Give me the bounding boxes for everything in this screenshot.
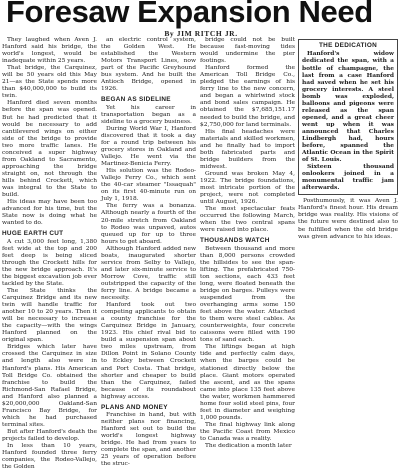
paragraph: During World War I, Hanford discovered that it took a day for a round trip between his grocery stores in Oakland and Vallejo. He went via the Martinez-Benicia Ferry.: [101, 125, 196, 168]
paragraph: The liftings began at high tide and perfectly calm days, when the barges could be stationed directly below the place. Giant motors operated the ascent, and as the spans came into place 135 feet above the water, workmen hammered home four solid steel pins, four feet in diameter and weighing 1,000 pounds.: [200, 344, 295, 421]
paragraph: The State thinks the Carquinez Bridge and its new twin will handle traffic for another 10 to 20 years. Then it will be necessary to increase the capacity—with the wings Hanford planned on the original span.: [2, 288, 97, 344]
paragraph: Although Hanford added new boats, inaugurated shorter service from Selby to Vallejo, and later six-minute service to Morrow Cove, traffic still outstripped the capacity of the ferry line. A bridge became a necessity.: [101, 245, 196, 302]
paragraph: In less than 10 years, Hanford founded three ferry companies, the Rodeo-Vallejo, the Golden: [2, 443, 97, 471]
paragraph: Hanford formed the American Toll Bridge Co., pledged the earnings of his ferry line to the new concern, and began a whirlwind stock and bond sales campaign. He obtained the $7,685,151.17 needed to build the bridge, and $2,750,000 for land terminals.: [200, 65, 295, 128]
headline: Foresaw Expansion Need: [6, 0, 373, 29]
subheading: PLANS AND MONEY: [101, 403, 168, 411]
paragraph: His final headaches were materials and skilled workmen, and he finally had to import both fabricated parts and bridge builders from the midwest.: [200, 128, 295, 170]
paragraph: an electric control system, the Golden West. He established the Western Motors Transport Lines, now part of the Pacific Greyhound bus system. And he built the Antioch Bridge, opened in 1926.: [101, 37, 196, 93]
subheading: HUGE EARTH CUT: [2, 230, 64, 238]
paragraph: His ideas may have been too advanced for his time, but the State now is doing what he wanted to do.: [2, 199, 97, 227]
paragraph: They laughed when Aven J. Hanford said his bridge, the world's longest, would be inadequate within 25 years.: [2, 37, 97, 65]
paragraph: Hanford died seven months before the span was opened. But he had predicted that it would be necessary to add cantilevered wings on either side of the bridge to provide two more traffic lanes. He conceived a super highway from Oakland to Sacramento, approaching the bridge straight on, not through the hills behind Crockett, which was integral to the State to build.: [2, 100, 97, 199]
column-3: [200, 37, 295, 450]
dedication-title: THE DEDICATION: [318, 42, 378, 49]
column-1: [2, 37, 97, 471]
paragraph: The ferry was a bonanza. Although nearly a fourth of the 20-mile stretch from Oakland to Rodeo was unpaved, autos queued up for up to three hours to get aboard.: [101, 203, 196, 245]
paragraph: His solution was the Rodeo-Vallejo Ferry Co., which sent the 40-car steamer "Issaquah" on its first 40-minute run on July 1, 1918.: [101, 168, 196, 203]
paragraph: Bridges which later have crossed the Carquinez in size and length also were in Hanford's plans. His American Toll Bridge Co. obtained the franchise to build the Richmond-San Rafael Bridge, and Hanford also planned a $20,000,000 Oakland-San Francisco Bay Bridge, for which he had purchased terminal sites.: [2, 344, 97, 428]
paragraph: That bridge, the Carquinez, will be 50 years old this May 21—as the State spends more than $40,000,000 to build its twin.: [2, 65, 97, 100]
paragraph: Between thousand and more than 8,000 persons crowded the hillsides to see the span-lifting. The prefabricated 750-ton sections, each 433 feet long, were floated beneath the bridge on barges. Pulleys were suspended from the overhanging arms some 150 feet above the water. Attached to them were steel cables. As counterweights, four concrete caissons were filled with 190 tons of sand each.: [200, 245, 295, 344]
column-2: [101, 37, 196, 468]
paragraph: Franchise in hand, but with neither plans nor financing, Hanford set out to build the world's longest highway bridge. He had from years to complete the span, and another 25 years of operation before the struc-: [101, 412, 196, 468]
subheading: THOUSANDS WATCH: [200, 237, 270, 245]
paragraph: Yet his career in transportation began as a sideline to a grocery business.: [101, 104, 196, 125]
paragraph: Hanford took out two competing applicants to obtain a county franchise for the Carquinez Bridge in January, 1923. His chief rival bid to build a suspension span about two miles upstream, from Dillon Point in Solano County to Eckley between Crockett and Port Costa. That bridge, shorter and cheaper to build than the Carquinez, failed because of its roundabout highway access.: [101, 302, 196, 400]
paragraph: Sixteen thousand onlookers joined in a monumental traffic jam afterwards.: [302, 163, 394, 192]
paragraph: The final highway link along the Pacific Coast from Mexico to Canada was a reality.: [200, 421, 295, 442]
paragraph: But after Hanford's death the projects failed to develop.: [2, 428, 97, 442]
paragraph: Posthumously, it was Aven J. Hanford's finest hour. His dream bridge was reality. His visions of the future were destined also to be fulfilled when the old bridge was given advance to his ideas.: [298, 198, 398, 240]
subheading: BEGAN AS SIDELINE: [101, 96, 171, 104]
byline: By JIM RITCH JR.: [164, 29, 238, 38]
paragraph: A cut 3,000 feet long, 1,380 feet wide at the top and 200 feet deep is being sliced through the Crockett hills for the new bridge approach. It's the biggest excavation job ever tackled by the State.: [2, 238, 97, 287]
dedication-box: [298, 39, 398, 195]
column-4: [298, 37, 398, 400]
paragraph: bridge could not be built because fast-moving tides would undermine the pier footings.: [200, 37, 295, 65]
paragraph: Hanford's widow dedicated the span, with a bottle of champagne, the last from a case Hanford had saved when he set his grocery interests. A steel bomb was exploded, balloons and pigeons were released as the span opened, and a great cheer went up when it was announced that Charles Lindbergh had, hours before, spanned the Atlantic Ocean in the Spirit of St. Louis.: [302, 50, 394, 164]
paragraph: The dedication a month later: [205, 443, 292, 450]
paragraph: Ground was broken May 4, 1922. The bridge foundations, most intricate portion of the project, were not completed until August, 1926.: [200, 170, 295, 206]
paragraph: The most spectacular feats occurred the following March, when the two central spans were raised into place.: [200, 206, 295, 234]
